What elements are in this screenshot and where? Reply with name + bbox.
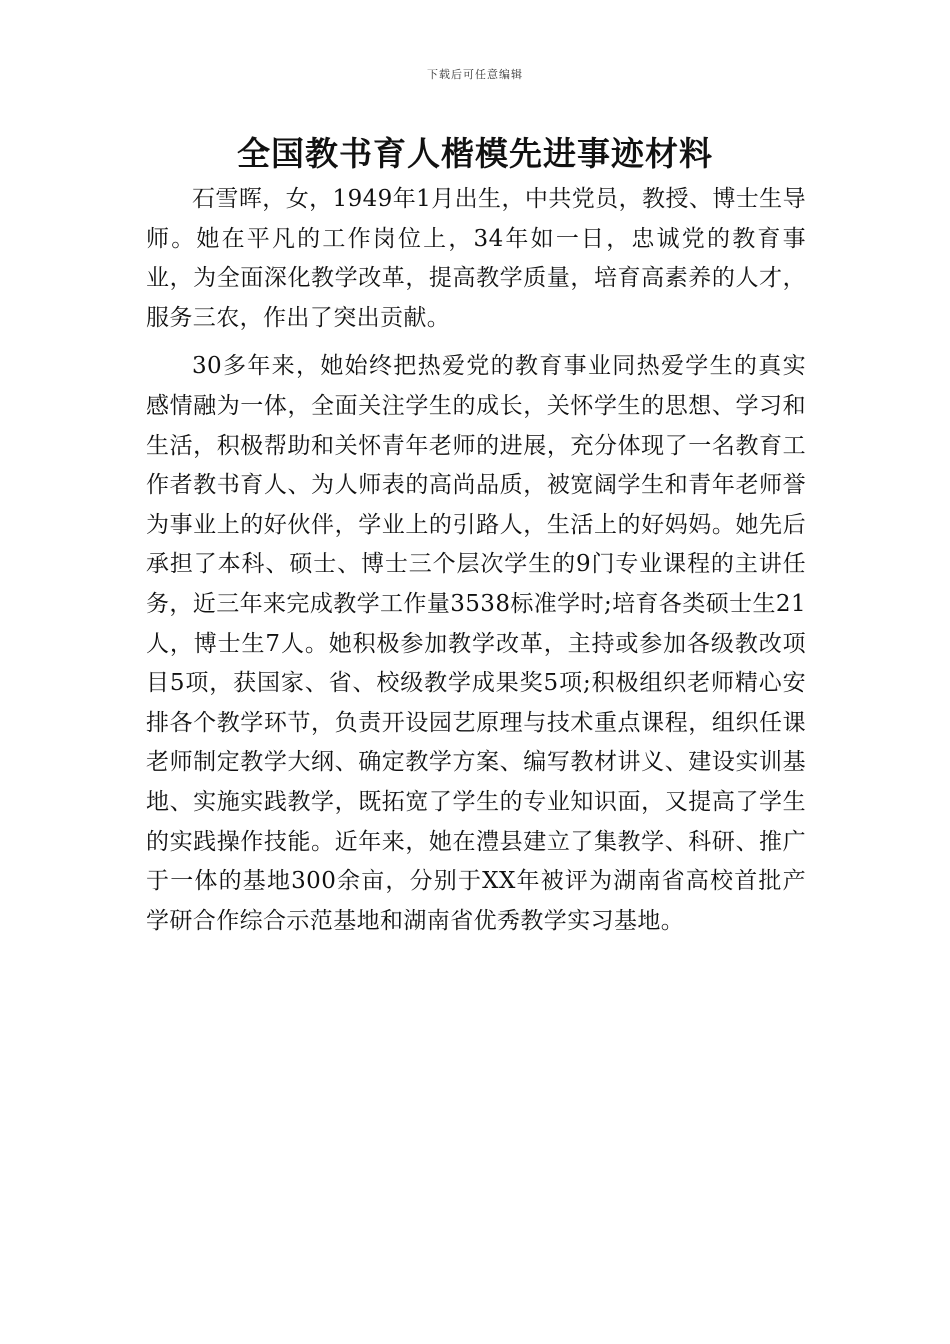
paragraph-intro: 石雪晖，女，1949年1月出生，中共党员，教授、博士生导师。她在平凡的工作岗位上，34年如一日，忠诚党的教育事业，为全面深化教学改革，提高教学质量，培育高素养的人才，服务三农，作出了突出贡献。 <box>146 186 806 331</box>
header-note: 下载后可任意编辑 <box>427 68 523 81</box>
document-title: 全国教书育人楷模先进事迹材料 <box>237 134 713 173</box>
paragraph-achievements: 30多年来，她始终把热爱党的教育事业同热爱学生的真实感情融为一体，全面关注学生的成长，关怀学生的思想、学习和生活，积极帮助和关怀青年老师的进展，充分体现了一名教育工作者教书育人、为人师表的高尚品质，被宽阔学生和青年老师誉为事业上的好伙伴，学业上的引路人，生活上的好妈妈。她先后承担了本科、硕士、博士三个层次学生的9门专业课程的主讲任务，近三年来完成教学工作量3538标准学时;培育各类硕士生21人，博士生7人。她积极参加教学改革，主持或参加各级教改项目5项，获国家、省、校级教学成果奖5项;积极组织老师精心安排各个教学环节，负责开设园艺原理与技术重点课程，组织任课老师制定教学大纲、确定教学方案、编写教材讲义、建设实训基地、实施实践教学，既拓宽了学生的专业知识面，又提高了学生的实践操作技能。近年来，她在澧县建立了集教学、科研、推广于一体的基地300余亩，分别于XX年被评为湖南省高校首批产学研合作综合示范基地和湖南省优秀教学实习基地。 <box>146 353 806 934</box>
document-body <box>146 180 806 950</box>
